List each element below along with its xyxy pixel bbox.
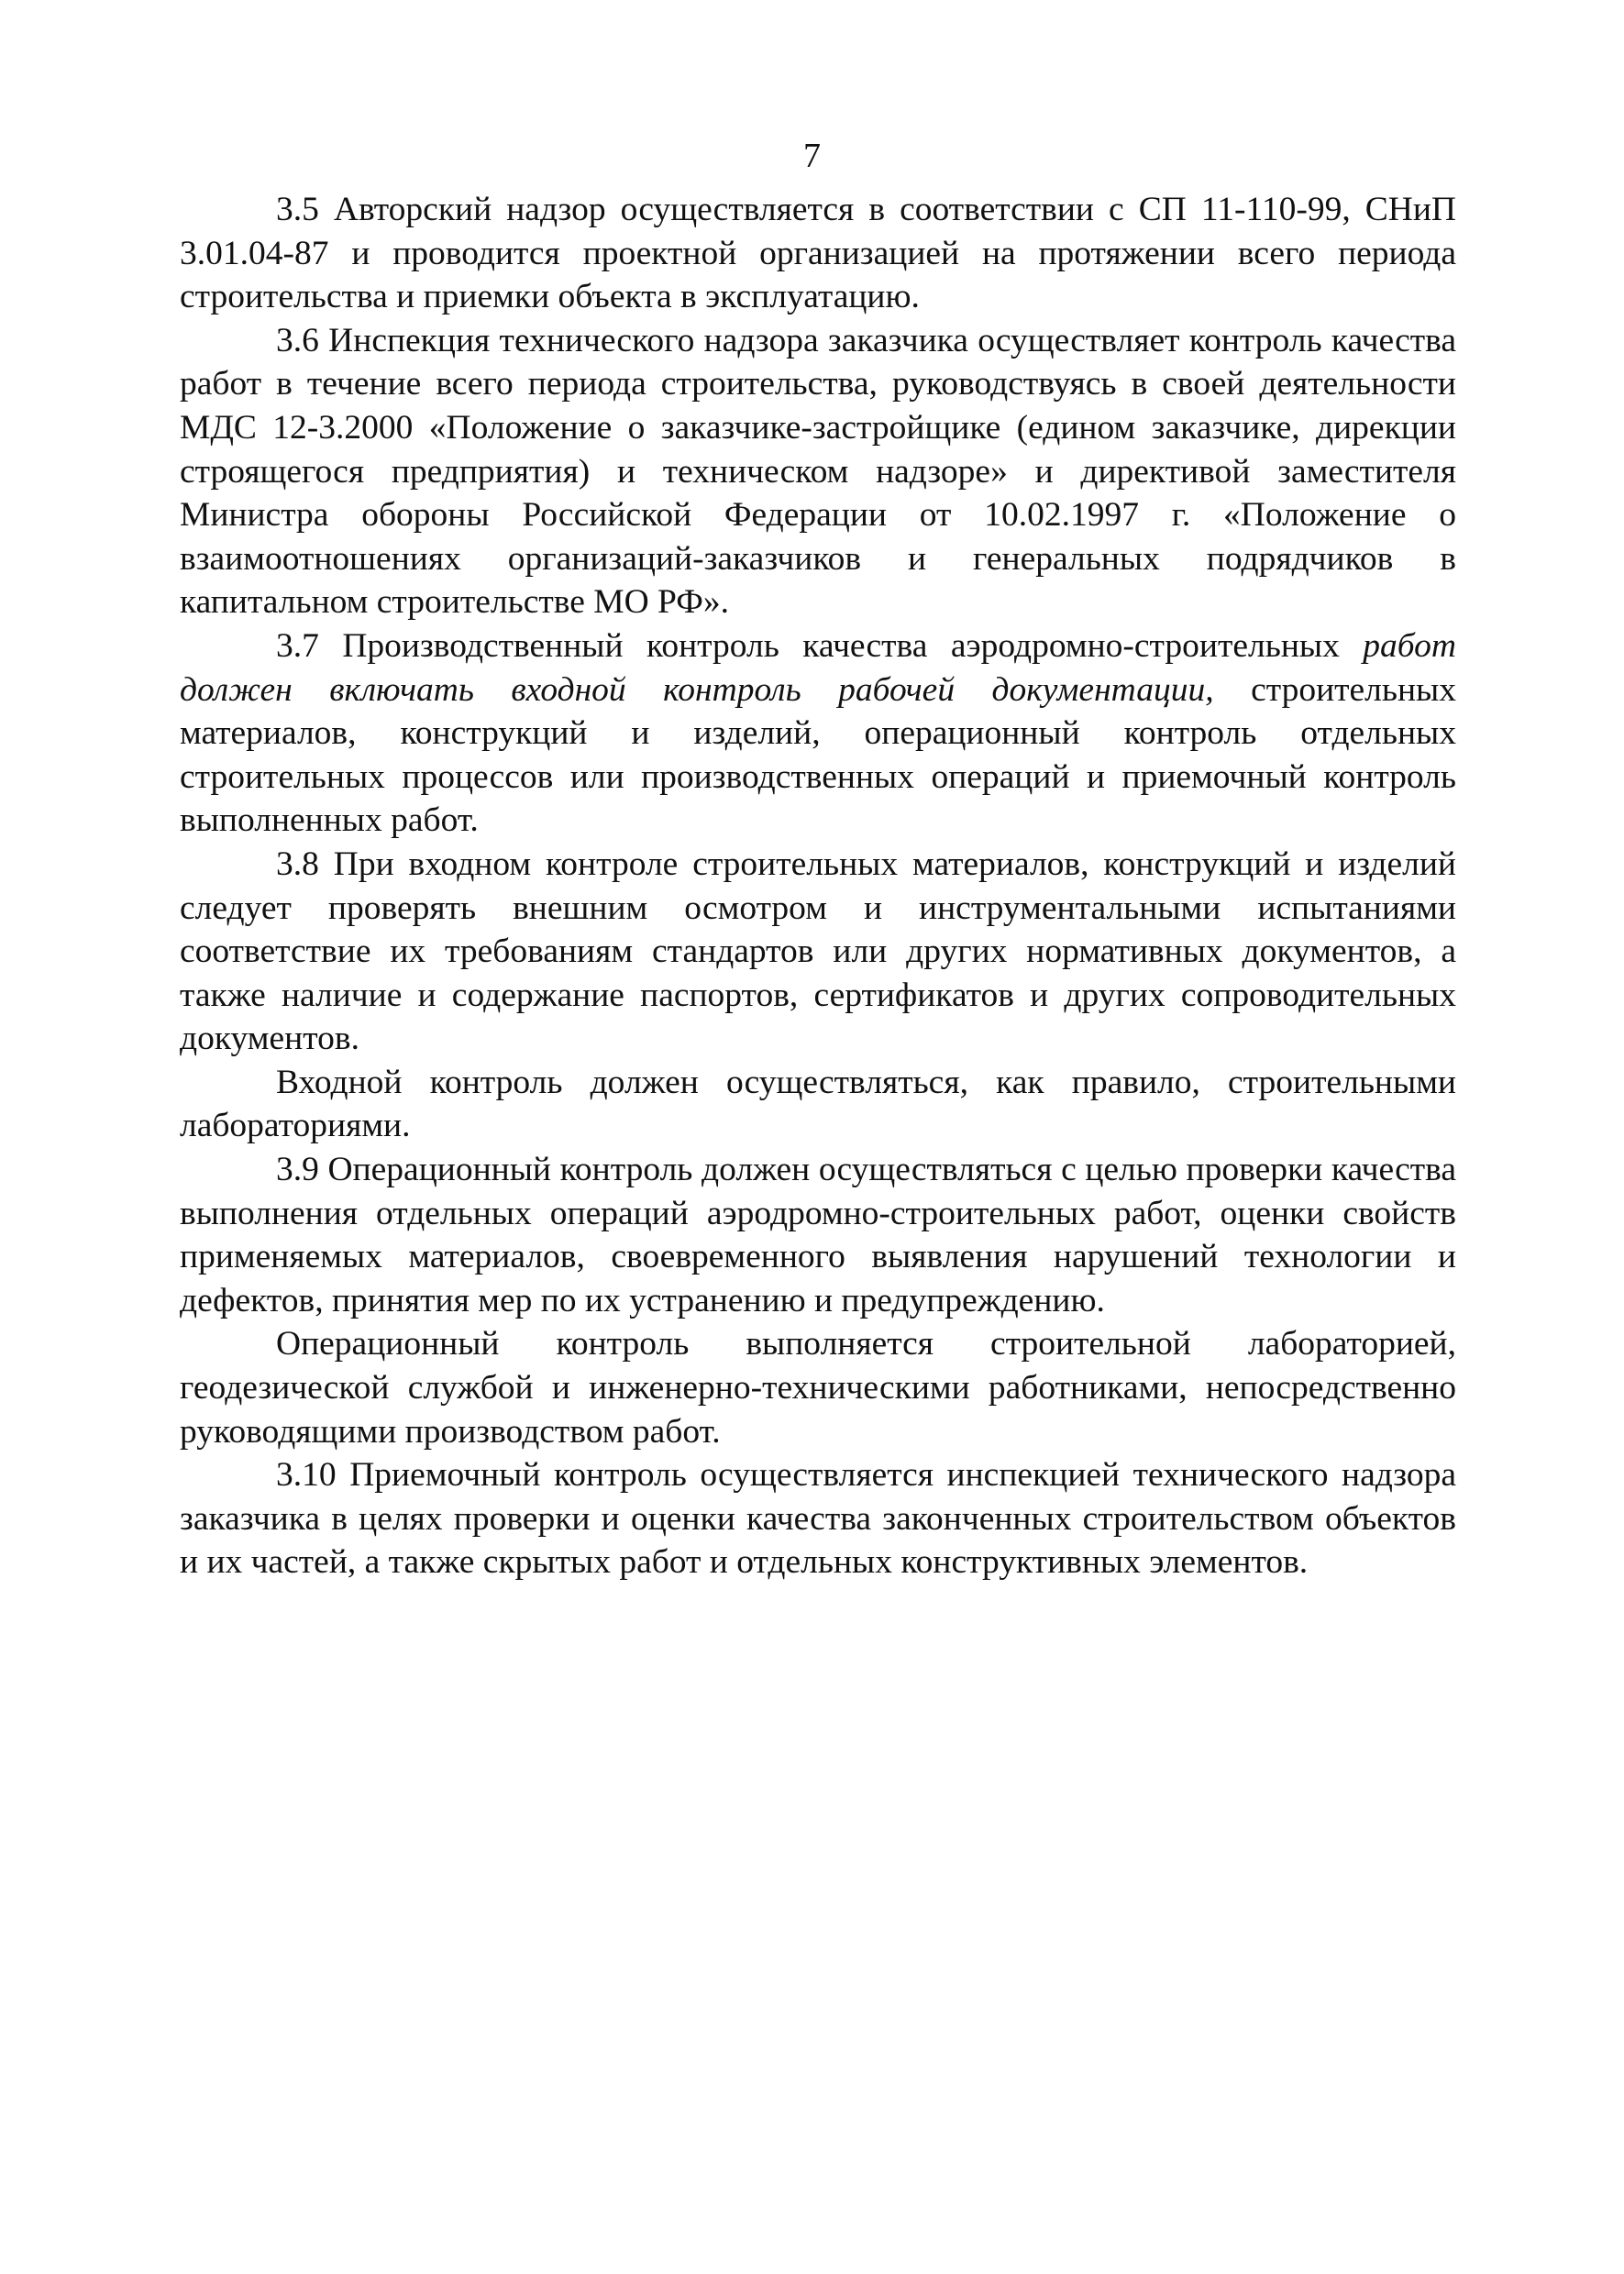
paragraph-3-7-italic: работ должен включать входной контроль рабочей документации, bbox=[180, 626, 1456, 709]
paragraph-3-8-note: Входной контроль должен осуществляться, как правило, строительными лабораториями. bbox=[180, 1063, 1456, 1145]
paragraph-3-7-end: строительных материалов, конструкций и изделий, операционный контроль отдельных строительных процессов или производственных операций и приемочный контроль выполненных работ. bbox=[180, 670, 1456, 840]
paragraph-3-9-note: Операционный контроль выполняется строительной лабораторией, геодезической службой и инженерно-техническими работниками, непосредственно руководящими производством работ. bbox=[180, 1325, 1456, 1451]
page-number: 7 bbox=[803, 137, 821, 175]
paragraph-3-8: 3.8 При входном контроле строительных материалов, конструкций и изделий следует проверять внешним осмотром и инструментальными испытаниями соответствие их требованиям стандартов или других нормативных документов, а также наличие и содержание паспортов, сертификатов и других сопроводительных документов. bbox=[180, 844, 1456, 1058]
document-body bbox=[180, 188, 1456, 1584]
paragraph-3-9: 3.9 Операционный контроль должен осуществляться с целью проверки качества выполнения отдельных операций аэродромно-строительных работ, оценки свойств применяемых материалов, своевременного выявления нарушений технологии и дефектов, принятия мер по их устранению и предупреждению. bbox=[180, 1151, 1456, 1319]
paragraph-3-6: 3.6 Инспекция технического надзора заказчика осуществляет контроль качества работ в течение всего периода строительства, руководствуясь в своей деятельности МДС 12-3.2000 «Положение о заказчике-застройщике (едином заказчике, дирекции строящегося предприятия) и техническом надзоре» и директивой заместителя Министра обороны Российской Федерации от 10.02.1997 г. «Положение о взаимоотношениях организаций-заказчиков и генеральных подрядчиков в капитальном строительстве МО РФ». bbox=[180, 321, 1456, 622]
paragraph-3-7 bbox=[180, 624, 1456, 843]
paragraph-3-7-start: 3.7 Производственный контроль качества аэродромно-строительных bbox=[276, 626, 1364, 665]
paragraph-3-10: 3.10 Приемочный контроль осуществляется инспекцией технического надзора заказчика в целях проверки и оценки качества законченных строительством объектов и их частей, а также скрытых работ и отдельных конструктивных элементов. bbox=[180, 1456, 1456, 1582]
paragraph-3-5: 3.5 Авторский надзор осуществляется в соответствии с СП 11-110-99, СНиП 3.01.04-87 и проводится проектной организацией на протяжении всего периода строительства и приемки объекта в эксплуатацию. bbox=[180, 191, 1456, 316]
